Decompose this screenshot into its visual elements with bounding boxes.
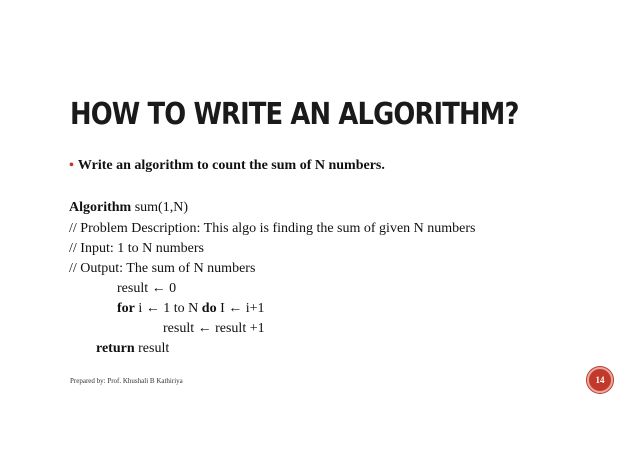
footer-author: Prepared by: Prof. Khushali B Kathiriya	[70, 377, 183, 385]
algorithm-keyword: Algorithm	[69, 200, 132, 215]
algorithm-signature: sum(1,N)	[131, 200, 188, 215]
bullet-item	[69, 158, 385, 174]
input-comment: // Input: 1 to N numbers	[69, 241, 204, 256]
return-keyword: return	[96, 341, 135, 356]
do-keyword: do	[201, 301, 217, 316]
page-number: 14	[595, 375, 605, 385]
bullet-dot-icon: •	[69, 158, 74, 173]
for-keyword: for	[117, 301, 135, 316]
page-number-badge	[587, 367, 613, 393]
accumulate-statement: result ← result +1	[163, 321, 265, 336]
problem-description: // Problem Description: This algo is finding the sum of given N numbers	[69, 221, 476, 236]
init-statement: result ← 0	[117, 281, 177, 296]
output-comment: // Output: The sum of N numbers	[69, 261, 256, 276]
loop-range: i ← 1 to N	[134, 301, 202, 316]
slide-title: HOW TO WRITE AN ALGORITHM?	[70, 97, 519, 132]
loop-increment: I ← i+1	[216, 301, 265, 316]
algorithm-header	[69, 200, 188, 216]
return-value: result	[134, 341, 170, 356]
return-line	[96, 341, 169, 357]
bullet-text: Write an algorithm to count the sum of N numbers.	[77, 158, 385, 173]
for-loop-line	[117, 301, 265, 317]
